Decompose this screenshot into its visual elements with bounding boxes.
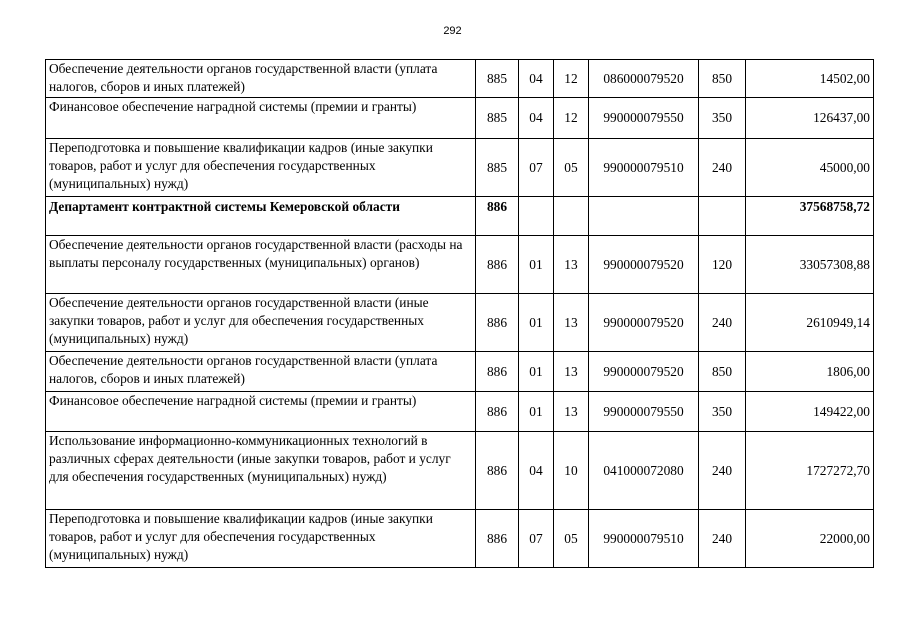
target-article-code: 990000079520	[589, 352, 699, 392]
subsection-code: 13	[554, 236, 589, 294]
expense-type-code: 120	[699, 236, 746, 294]
subsection-code: 12	[554, 98, 589, 139]
section-code: 04	[519, 98, 554, 139]
subsection-code: 13	[554, 294, 589, 352]
expense-type-code: 240	[699, 139, 746, 197]
department-title: Департамент контрактной системы Кемеровской области	[46, 197, 476, 236]
row-description: Финансовое обеспечение наградной системы (премии и гранты)	[46, 98, 476, 139]
table-row	[46, 98, 874, 139]
amount: 45000,00	[746, 139, 874, 197]
amount: 33057308,88	[746, 236, 874, 294]
target-article-code: 041000072080	[589, 432, 699, 510]
table-row	[46, 60, 874, 98]
row-description: Переподготовка и повышение квалификации кадров (иные закупки товаров, работ и услуг для обеспечения государственных (муниципальных) нужд)	[46, 510, 476, 568]
table-row	[46, 392, 874, 432]
target-article-code: 990000079520	[589, 236, 699, 294]
subsection-code: 13	[554, 352, 589, 392]
table-row	[46, 432, 874, 510]
ministry-code: 885	[476, 60, 519, 98]
section-code: 04	[519, 432, 554, 510]
amount: 1727272,70	[746, 432, 874, 510]
amount: 2610949,14	[746, 294, 874, 352]
budget-table	[45, 59, 874, 568]
section-code: 01	[519, 294, 554, 352]
ministry-code: 886	[476, 392, 519, 432]
section-code: 01	[519, 352, 554, 392]
expense-type-code: 240	[699, 294, 746, 352]
target-article-code: 990000079550	[589, 392, 699, 432]
expense-type-code: 350	[699, 392, 746, 432]
section-code: 04	[519, 60, 554, 98]
amount: 1806,00	[746, 352, 874, 392]
ministry-code: 885	[476, 139, 519, 197]
target-article-code: 990000079520	[589, 294, 699, 352]
subsection-code: 13	[554, 392, 589, 432]
target-article-code	[589, 197, 699, 236]
expense-type-code: 850	[699, 352, 746, 392]
ministry-code: 886	[476, 510, 519, 568]
section-code: 01	[519, 392, 554, 432]
row-description: Финансовое обеспечение наградной системы (премии и гранты)	[46, 392, 476, 432]
table-row	[46, 510, 874, 568]
target-article-code: 990000079510	[589, 510, 699, 568]
row-description: Переподготовка и повышение квалификации кадров (иные закупки товаров, работ и услуг для обеспечения государственных (муниципальных) нужд)	[46, 139, 476, 197]
table-row	[46, 294, 874, 352]
subsection-code	[554, 197, 589, 236]
page-number: 292	[443, 25, 462, 37]
expense-type-code: 850	[699, 60, 746, 98]
ministry-code: 886	[476, 236, 519, 294]
section-code: 07	[519, 139, 554, 197]
row-description: Обеспечение деятельности органов государственной власти (уплата налогов, сборов и иных платежей)	[46, 60, 476, 98]
section-code: 07	[519, 510, 554, 568]
target-article-code: 990000079550	[589, 98, 699, 139]
expense-type-code: 240	[699, 432, 746, 510]
ministry-code: 886	[476, 294, 519, 352]
section-code: 01	[519, 236, 554, 294]
section-code	[519, 197, 554, 236]
row-description: Использование информационно-коммуникационных технологий в различных сферах деятельности (иные закупки товаров, работ и услуг для обеспечения государственных (муниципальных) нужд)	[46, 432, 476, 510]
subsection-code: 12	[554, 60, 589, 98]
subsection-code: 05	[554, 510, 589, 568]
amount: 149422,00	[746, 392, 874, 432]
row-description: Обеспечение деятельности органов государственной власти (расходы на выплаты персоналу государственных (муниципальных) органов)	[46, 236, 476, 294]
row-description: Обеспечение деятельности органов государственной власти (иные закупки товаров, работ и услуг для обеспечения государственных (муниципальных) нужд)	[46, 294, 476, 352]
amount: 14502,00	[746, 60, 874, 98]
target-article-code: 086000079520	[589, 60, 699, 98]
row-description: Обеспечение деятельности органов государственной власти (уплата налогов, сборов и иных платежей)	[46, 352, 476, 392]
subsection-code: 10	[554, 432, 589, 510]
ministry-code: 886	[476, 432, 519, 510]
table-row	[46, 352, 874, 392]
expense-type-code: 240	[699, 510, 746, 568]
ministry-code: 886	[476, 352, 519, 392]
table-row	[46, 139, 874, 197]
ministry-code: 886	[476, 197, 519, 236]
target-article-code: 990000079510	[589, 139, 699, 197]
table-row-department	[46, 197, 874, 236]
subsection-code: 05	[554, 139, 589, 197]
table-row	[46, 236, 874, 294]
amount: 22000,00	[746, 510, 874, 568]
department-total-amount: 37568758,72	[746, 197, 874, 236]
ministry-code: 885	[476, 98, 519, 139]
expense-type-code: 350	[699, 98, 746, 139]
expense-type-code	[699, 197, 746, 236]
amount: 126437,00	[746, 98, 874, 139]
